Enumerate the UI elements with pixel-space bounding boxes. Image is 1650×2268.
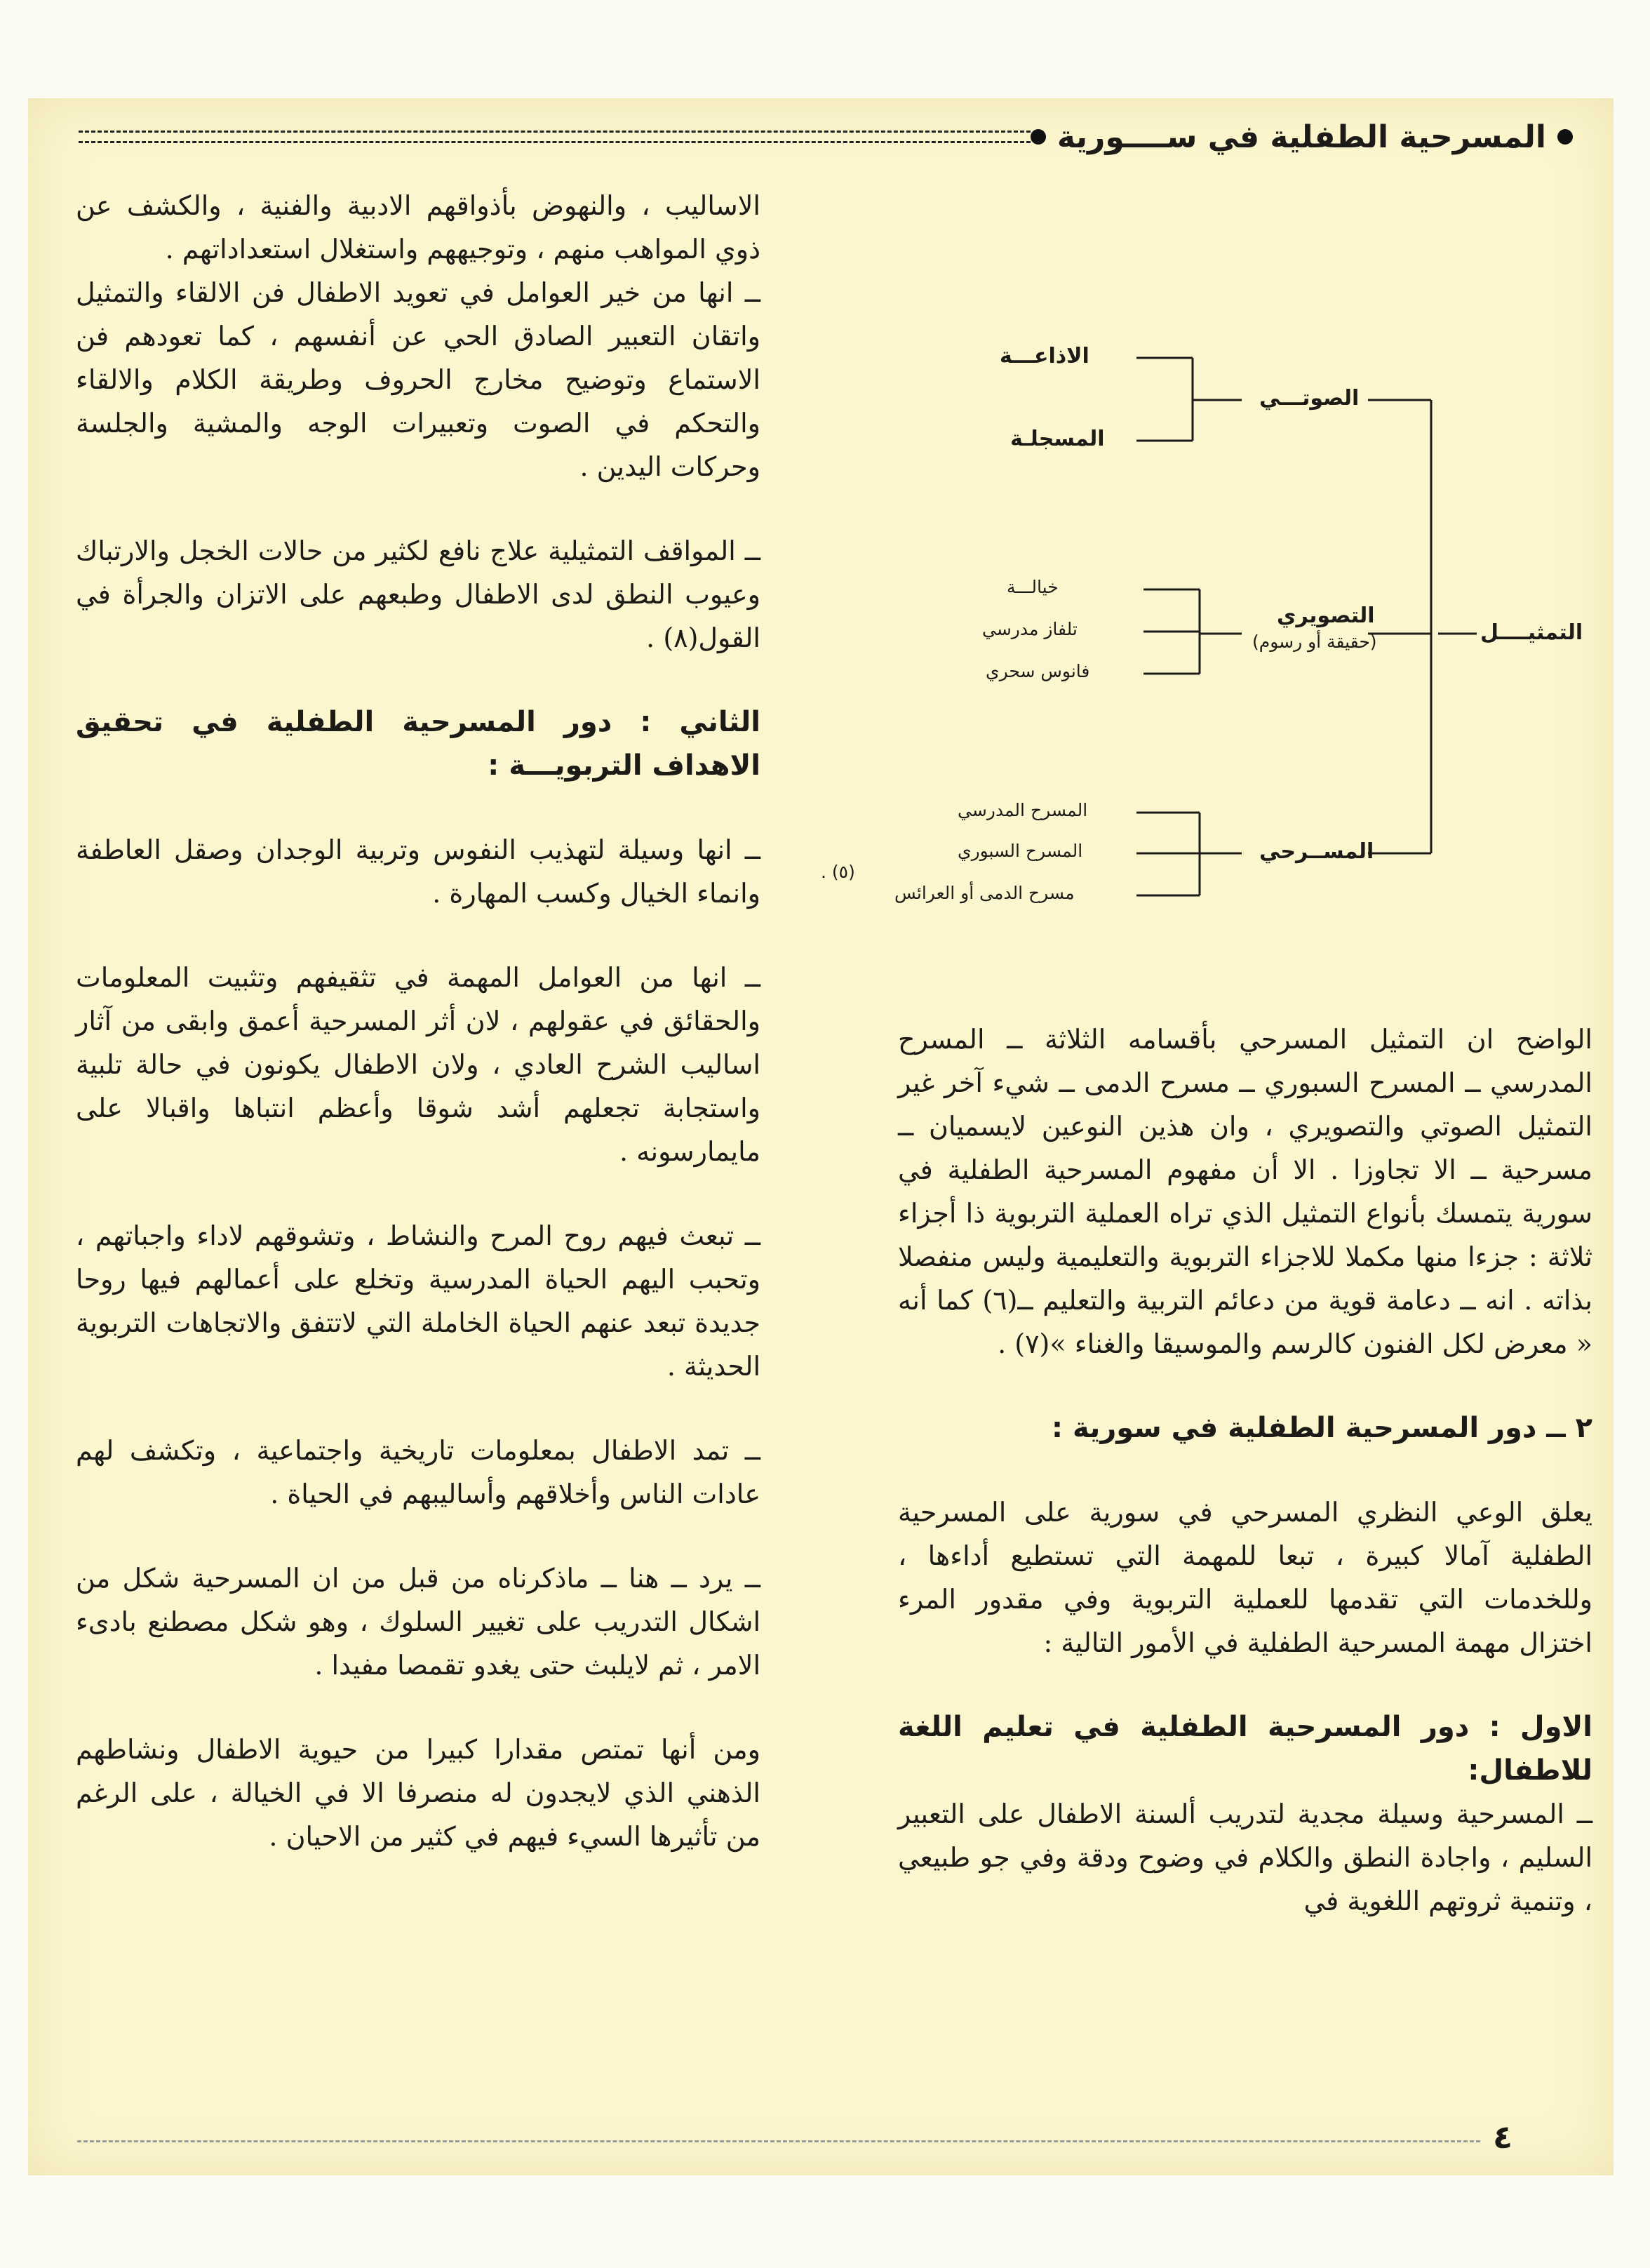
header-rule	[79, 131, 1031, 143]
paragraph: ــ تبعث فيهم روح المرح والنشاط ، وتشوقهم لاداء واجباتهم ، وتحبب اليهم الحياة المدرسية وتخلع على أعمالهم فيها روحا جديدة تبعد عنهم الحياة الخاملة التي لاتتفق والاتجاهات التربوية الحديثة .	[76, 1220, 760, 1382]
diagram-school-tv-label: تلفاز مدرسي	[982, 619, 1078, 639]
diagram-school-theatre-label: المسرح المدرسي	[958, 800, 1088, 820]
bullet-icon	[1557, 129, 1573, 145]
diagram-sound-label: الصوتـــي	[1259, 386, 1360, 411]
paragraph: ــ انها من خير العوامل في تعويد الاطفال فن الالقاء والتمثيل واتقان التعبير الصادق الحي عن أنفسهم ، كما تعودهم فن الاستماع وتوضيح مخارج الحروف وطريقة الكلام والالقاء والتحكم في الصوت وتعبيرات الوجه والمشية والجلسة وحركات اليدين .	[76, 277, 760, 482]
paragraph: ــ انها من العوامل المهمة في تثقيفهم وتثبيت المعلومات والحقائق في عقولهم ، لان أثر المسرحية أعمق وابقى من آثار اساليب الشرح العادي ، ولان الاطفال يكونون في حالة تلبية واستجابة تجعلهم أشد شوقا وأعظم انتباها واقبالا على مايمارسونه .	[76, 962, 760, 1167]
subsection-heading: الاول : دور المسرحية الطفلية في تعليم اللغة للاطفال:	[898, 1711, 1592, 1787]
diagram-visual-label: التصويري	[1277, 603, 1375, 628]
bottom-rule	[77, 2140, 1480, 2142]
diagram-radio-label: الاذاعـــة	[1000, 344, 1089, 368]
subsection-heading: الثاني : دور المسرحية الطفلية في تحقيق الاهداف التربويـــة :	[76, 706, 760, 782]
diagram-footnote: (٥) .	[821, 862, 855, 882]
paragraph: ــ المسرحية وسيلة مجدية لتدريب ألسنة الاطفال على التعبير السليم ، واجادة النطق والكلام في وضوح ودقة وفي جو طبيعي ، وتنمية ثروتهم اللغوية في	[898, 1799, 1592, 1916]
diagram-cinema-label: خيالـــة	[1007, 577, 1059, 597]
diagram-board-theatre-label: المسرح السبوري	[958, 841, 1083, 861]
paragraph: ــ انها وسيلة لتهذيب النفوس وتربية الوجدان وصقل العاطفة وانماء الخيال وكسب المهارة .	[76, 834, 760, 909]
right-column	[898, 1018, 1592, 1963]
paragraph: الواضح ان التمثيل المسرحي بأقسامه الثلاثة ــ المسرح المدرسي ــ المسرح السبوري ــ مسرح الدمى ــ شيء آخر غير التمثيل الصوتي والتصويري ، وان هذين النوعين لايسميان ــ مسرحية ــ الا تجاوزا . الا أن مفهوم المسرحية الطفلية في سورية يتمسك بأنواع التمثيل الذي تراه العملية التربوية ذا أجزاء ثلاثة : جزءا منها مكملا للاجزاء التربوية والتعليمية وليس منفصلا بذاته . انه ــ دعامة قوية من دعائم التربية والتعليم ــ(٦) كما أنه « معرض لكل الفنون كالرسم والموسيقا والغناء »(٧) .	[898, 1024, 1592, 1359]
diagram-puppet-theatre-label: مسرح الدمى أو العرائس	[894, 883, 1075, 903]
diagram-root-label: التمثيــــل	[1480, 620, 1583, 645]
paragraph: ــ تمد الاطفال بمعلومات تاريخية واجتماعية ، وتكشف لهم عادات الناس وأخلاقهم وأساليبهم في الحياة .	[76, 1435, 760, 1509]
diagram-magic-lantern-label: فانوس سحري	[986, 661, 1090, 681]
section-heading: ٢ ــ دور المسرحية الطفلية في سورية :	[1052, 1412, 1592, 1444]
bullet-icon	[1031, 129, 1046, 145]
paragraph: ــ يرد ــ هنا ــ ماذكرناه من قبل من ان المسرحية شكل من اشكال التدريب على تغيير السلوك ، وهو شكل مصطنع بادىء الامر ، ثم لايلبث حتى يغدو تقمصا مفيدا .	[76, 1563, 760, 1681]
header-title: المسرحية الطفلية في ســــورية	[1057, 119, 1546, 155]
paragraph: ومن أنها تمتص مقدارا كبيرا من حيوية الاطفال ونشاطهم الذهني الذي لايجدون له منصرفا الا في الخيالة ، على الرغم من تأثيرها السيء فيهم في كثير من الاحيان .	[76, 1734, 760, 1852]
diagram-visual-sub-label: (حقيقة أو رسوم)	[1252, 632, 1377, 652]
theatre-types-diagram	[821, 309, 1599, 940]
running-header	[79, 112, 1573, 161]
diagram-theatre-label: المســرحي	[1259, 839, 1374, 864]
left-column	[76, 184, 760, 1899]
paragraph: يعلق الوعي النظري المسرحي في سورية على المسرحية الطفلية آمالا كبيرة ، تبعا للمهمة التي تستطيع أداءها ، وللخدمات التي تقدمها للعملية التربوية وفي مقدور المرء اختزال مهمة المسرحية الطفلية في الأمور التالية :	[898, 1497, 1592, 1658]
diagram-recorder-label: المسجلـة	[1010, 427, 1105, 451]
paragraph: الاساليب ، والنهوض بأذواقهم الادبية والفنية ، والكشف عن ذوي المواهب منهم ، وتوجيههم واستغلال استعداداتهم .	[76, 190, 760, 265]
page-number: ٤	[1493, 2118, 1513, 2156]
paragraph: ــ المواقف التمثيلية علاج نافع لكثير من حالات الخجل والارتباك وعيوب النطق لدى الاطفال وطبعهم على الاتزان والجرأة في القول(٨) .	[76, 535, 760, 653]
